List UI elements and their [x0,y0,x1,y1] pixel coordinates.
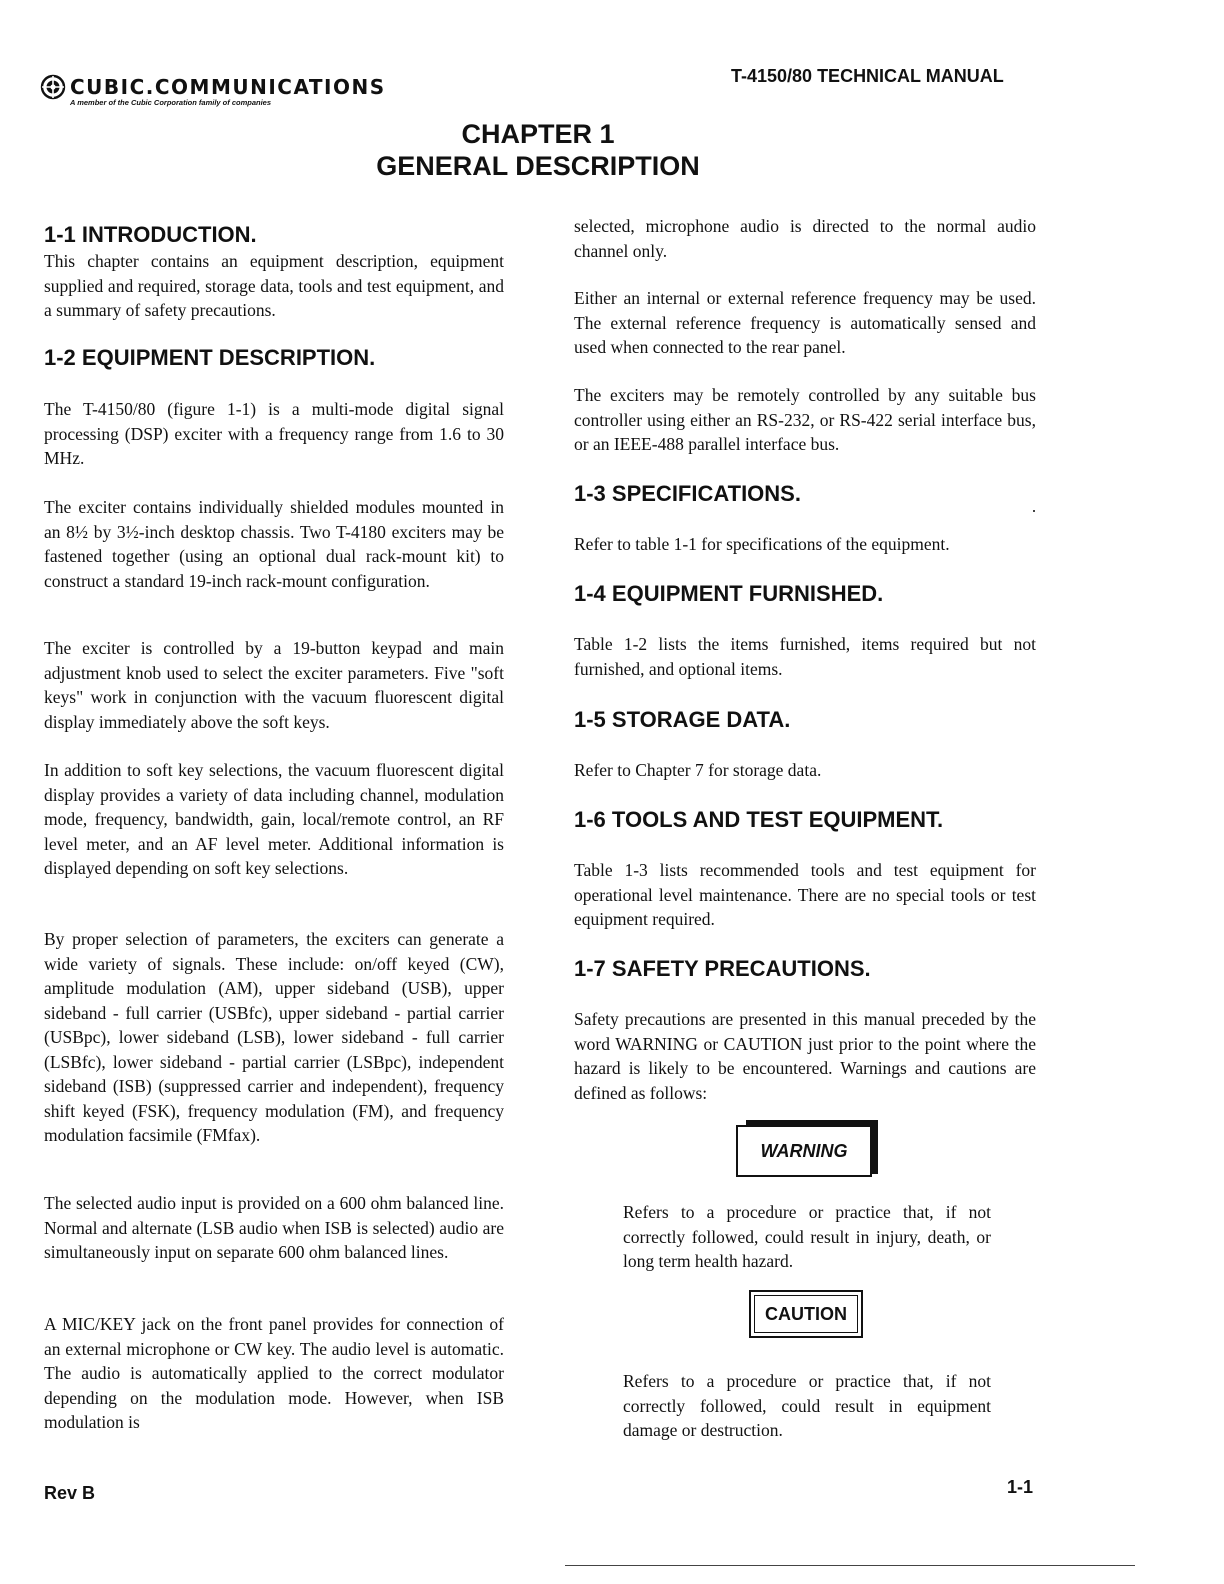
company-logo [40,74,386,107]
revision-label: Rev B [44,1483,96,1503]
caution-definition: Refers to a procedure or practice that, if not correctly followed, could result in equipment damage or destruction. [623,1371,991,1440]
description-paragraph-1: The T-4150/80 (figure 1-1) is a multi-mode digital signal processing (DSP) exciter with a frequency range from 1.6 to 30 MHz. [44,399,504,468]
description-paragraph-2: The exciter contains individually shielded modules mounted in an 8½ by 3½-inch desktop chassis. Two T-4180 exciters may be fastened together (using an optional dual rack-mount kit) to construct a standard 19-inch rack-mount configuration. [44,497,504,591]
safety-paragraph: Safety precautions are presented in this manual preceded by the word WARNING or CAUTION just prior to the point where the hazard is likely to be encountered. Warnings and cautions are defined as follows: [574,1009,1036,1103]
section-1-5-heading: 1-5 STORAGE DATA. [574,707,791,732]
description-paragraph-6: The selected audio input is provided on a 600 ohm balanced line. Normal and alternate (LSB audio when ISB is selected) audio are simultaneously input on separate 600 ohm balanced lines. [44,1193,504,1262]
continued-paragraph: selected, microphone audio is directed to the normal audio channel only. [574,216,1036,261]
caution-box [749,1290,863,1338]
manual-title: T-4150/80 TECHNICAL MANUAL [731,66,1004,86]
bottom-rule [565,1565,1135,1566]
stray-mark [1033,510,1035,512]
section-1-3-heading: 1-3 SPECIFICATIONS. [574,481,801,506]
introduction-paragraph: This chapter contains an equipment description, equipment supplied and required, storage data, tools and test equipment, and a summary of safety precautions. [44,251,504,320]
section-1-2-heading: 1-2 EQUIPMENT DESCRIPTION. [44,345,376,370]
warning-definition: Refers to a procedure or practice that, if not correctly followed, could result in injury, death, or long term health hazard. [623,1202,991,1271]
section-1-6-heading: 1-6 TOOLS AND TEST EQUIPMENT. [574,807,944,832]
chapter-number: CHAPTER 1 [461,119,615,149]
section-1-1-heading: 1-1 INTRODUCTION. [44,222,257,247]
tools-paragraph: Table 1-3 lists recommended tools and test equipment for operational level maintenance. There are no special tools or test equipment required. [574,860,1036,929]
equipment-furnished-paragraph: Table 1-2 lists the items furnished, items required but not furnished, and optional items. [574,634,1036,679]
description-paragraph-4: In addition to soft key selections, the vacuum fluorescent digital display provides a variety of data including channel, modulation mode, frequency, bandwidth, gain, local/remote control, an RF level meter, and an AF level meter. Additional information is displayed depending on soft key selections. [44,760,504,878]
reference-frequency-paragraph: Either an internal or external reference frequency may be used. The external reference frequency is automatically sensed and used when connected to the rear panel. [574,288,1036,357]
warning-label: WARNING [760,1140,848,1161]
description-paragraph-7: A MIC/KEY jack on the front panel provides for connection of an external microphone or CW key. The audio level is automatic. The audio is automatically applied to the correct modulator depending on the modulation mode. However, when ISB modulation is [44,1314,504,1432]
specifications-paragraph: Refer to table 1-1 for specifications of the equipment. [574,534,950,554]
company-name: CUBIC.COMMUNICATIONS [70,75,386,99]
cubic-emblem-icon [40,74,66,100]
caution-label: CAUTION [765,1303,847,1324]
company-tagline: A member of the Cubic Corporation family of companies [70,98,271,107]
page-number: 1-1 [1007,1477,1034,1497]
section-1-4-heading: 1-4 EQUIPMENT FURNISHED. [574,581,884,606]
warning-box [736,1125,872,1177]
description-paragraph-3: The exciter is controlled by a 19-button keypad and main adjustment knob used to select the exciter parameters. Five "soft keys" work in conjunction with the vacuum fluorescent digital display immediately above the soft keys. [44,638,504,732]
section-1-7-heading: 1-7 SAFETY PRECAUTIONS. [574,956,871,981]
description-paragraph-5: By proper selection of parameters, the exciters can generate a wide variety of signals. These include: on/off keyed (CW), amplitude modulation (AM), upper sideband (USB), upper sideband - full carrier (USBfc), upper sideband - partial carrier (USBpc), lower sideband (LSB), lower sideband - full carrier (LSBfc), lower sideband - partial carrier (LSBpc), independent sideband (ISB) (suppressed carrier and independent), frequency shift keyed (FSK), frequency modulation (FM), and frequency modulation facsimile (FMfax). [44,929,504,1145]
caution-box-inner [754,1295,858,1333]
chapter-title: GENERAL DESCRIPTION [376,151,700,181]
remote-control-paragraph: The exciters may be remotely controlled by any suitable bus controller using either an RS-232, or RS-422 serial interface bus, or an IEEE-488 parallel interface bus. [574,385,1036,454]
storage-data-paragraph: Refer to Chapter 7 for storage data. [574,760,822,780]
